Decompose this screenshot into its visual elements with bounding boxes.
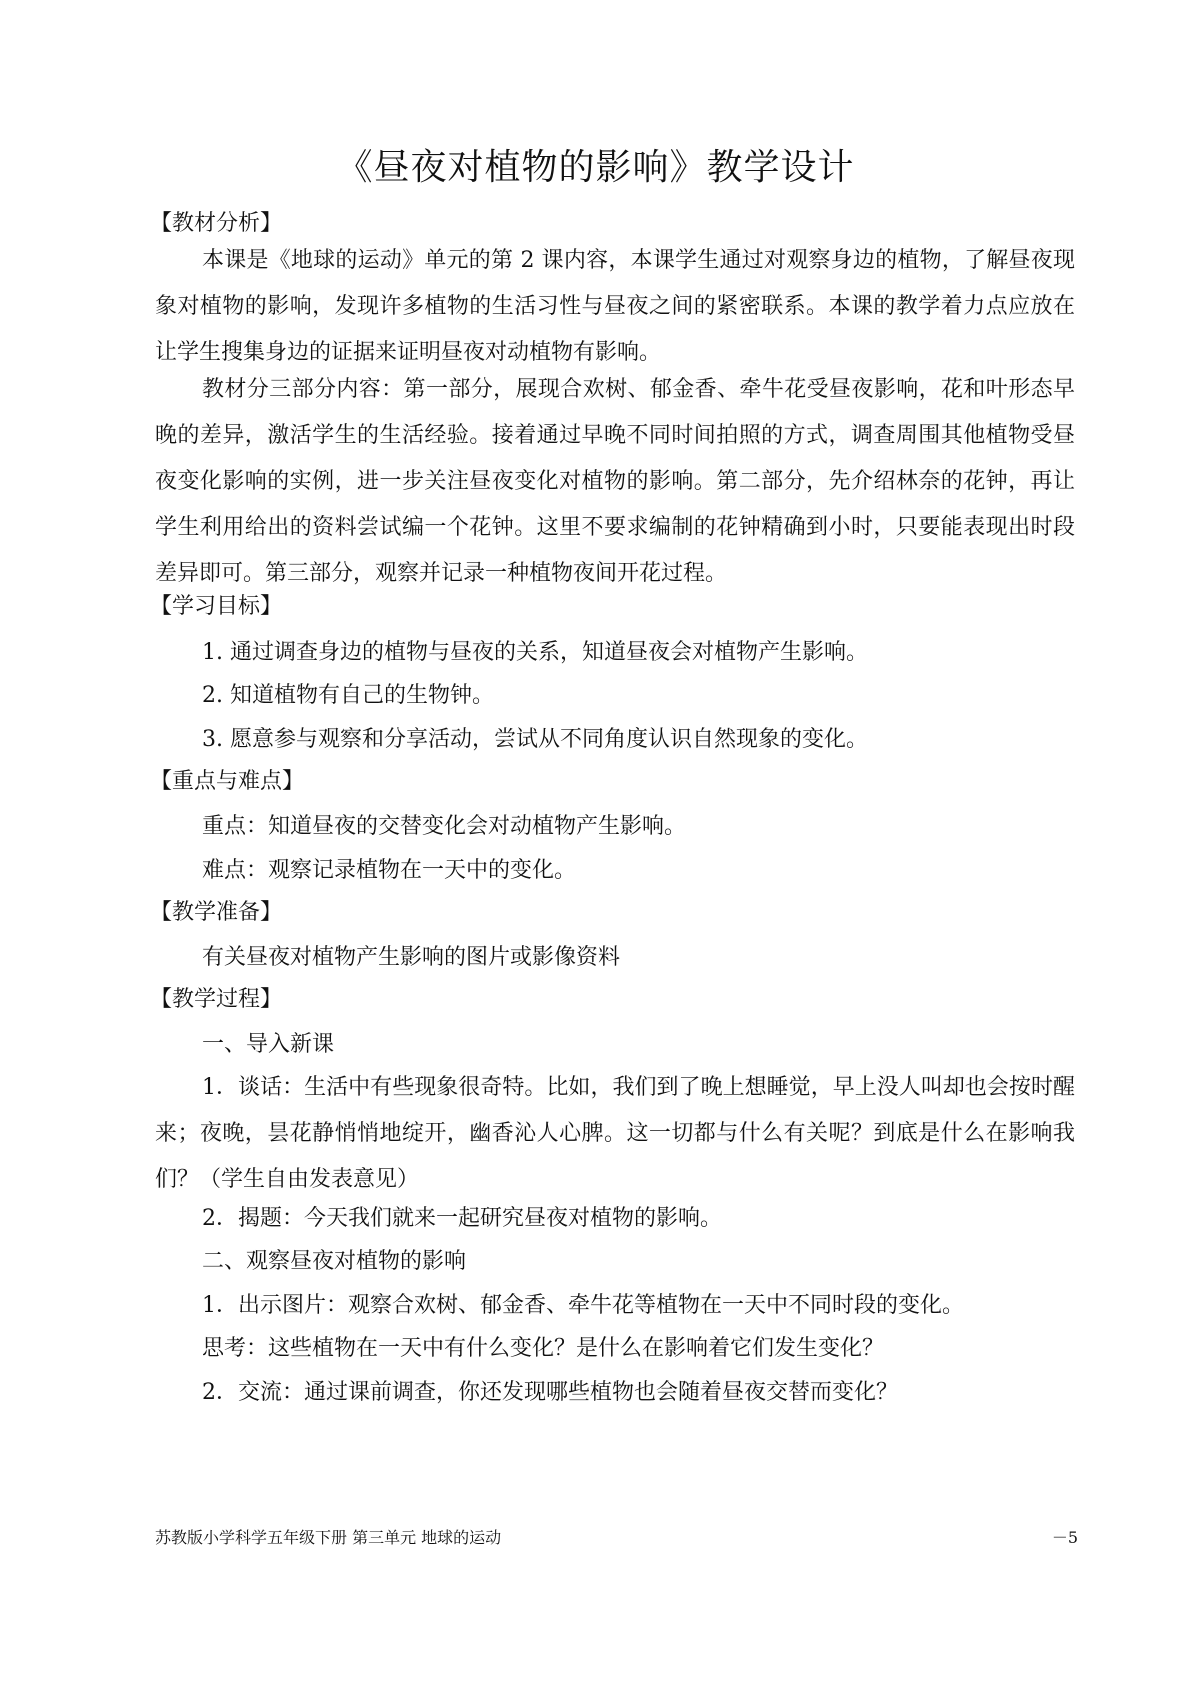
material-analysis-paragraph: 教材分三部分内容：第一部分，展现合欢树、郁金香、牵牛花受昼夜影响，花和叶形态早晚的差异，激活学生的生活经验。接着通过早晚不同时间拍照的方式，调查周围其他植物受昼夜变化影响的实例，进一步关注昼夜变化对植物的影响。第二部分，先介绍林奈的花钟，再让学生利用给出的资料尝试编一个花钟。这里不要求编制的花钟精确到小时，只要能表现出时段差异即可。第三部分，观察并记录一种植物夜间开花过程。 bbox=[155, 377, 1075, 586]
process-part1-item2: 2．揭题：今天我们就来一起研究昼夜对植物的影响。 bbox=[202, 1206, 722, 1231]
process-part2-think: 思考：这些植物在一天中有什么变化？是什么在影响着它们发生变化？ bbox=[202, 1336, 885, 1361]
process-part2-title: 二、观察昼夜对植物的影响 bbox=[202, 1249, 467, 1274]
material-analysis-body-2 bbox=[155, 367, 1075, 597]
process-part1-item1-block bbox=[155, 1065, 1075, 1203]
key-point-focus: 重点：知道昼夜的交替变化会对动植物产生影响。 bbox=[202, 814, 687, 839]
learning-goal-item: 1. 通过调查身边的植物与昼夜的关系，知道昼夜会对植物产生影响。 bbox=[202, 640, 868, 665]
section-heading-preparation: 【教学准备】 bbox=[150, 900, 283, 925]
section-heading-key-points: 【重点与难点】 bbox=[150, 769, 305, 794]
learning-goal-item: 2. 知道植物有自己的生物钟。 bbox=[202, 683, 494, 708]
process-part1-title: 一、导入新课 bbox=[202, 1032, 335, 1057]
process-part2-item2: 2．交流：通过课前调查，你还发现哪些植物也会随着昼夜交替而变化？ bbox=[202, 1380, 898, 1405]
learning-goal-item: 3. 愿意参与观察和分享活动，尝试从不同角度认识自然现象的变化。 bbox=[202, 727, 868, 752]
key-point-difficulty: 难点：观察记录植物在一天中的变化。 bbox=[202, 858, 577, 883]
section-heading-process: 【教学过程】 bbox=[150, 987, 283, 1012]
page-footer-course: 苏教版小学科学五年级下册 第三单元 地球的运动 bbox=[155, 1528, 502, 1547]
page-title: 《昼夜对植物的影响》教学设计 bbox=[336, 147, 855, 188]
material-analysis-body bbox=[155, 238, 1075, 376]
process-part1-item1: 1．谈话：生活中有些现象很奇特。比如，我们到了晚上想睡觉，早上没人叫却也会按时醒来；夜晚，昙花静悄悄地绽开，幽香沁人心脾。这一切都与什么有关呢？到底是什么在影响我们？（学生自由发表意见） bbox=[155, 1075, 1075, 1192]
section-heading-learning-goals: 【学习目标】 bbox=[150, 594, 283, 619]
section-heading-material-analysis: 【教材分析】 bbox=[150, 211, 283, 236]
material-analysis-paragraph: 本课是《地球的运动》单元的第 2 课内容，本课学生通过对观察身边的植物，了解昼夜现象对植物的影响，发现许多植物的生活习性与昼夜之间的紧密联系。本课的教学着力点应放在让学生搜集身边的证据来证明昼夜对动植物有影响。 bbox=[155, 248, 1075, 365]
preparation-text: 有关昼夜对植物产生影响的图片或影像资料 bbox=[202, 945, 621, 970]
process-part2-item1: 1．出示图片：观察合欢树、郁金香、牵牛花等植物在一天中不同时段的变化。 bbox=[202, 1293, 964, 1318]
page-number: －5 bbox=[1051, 1528, 1078, 1547]
